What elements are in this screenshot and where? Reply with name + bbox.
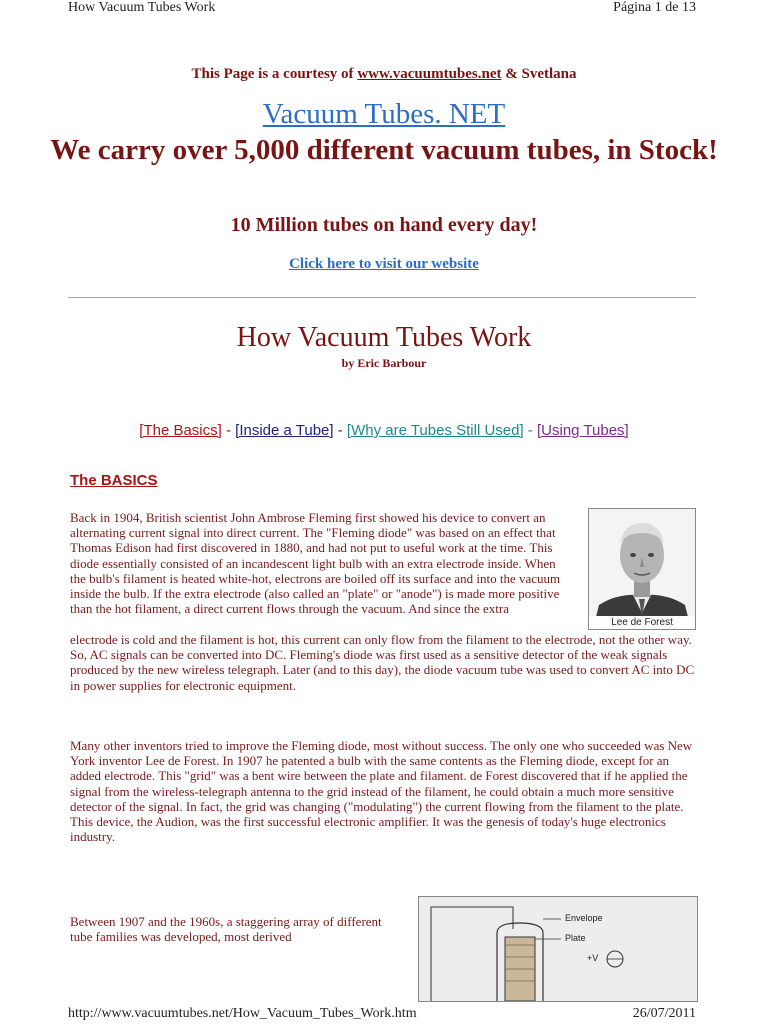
tube-diagram — [418, 896, 698, 1002]
portrait-image — [589, 509, 695, 629]
paragraph-de-forest: Many other inventors tried to improve the Fleming diode, most without success. The only one who succeeded was New York inventor Lee de Forest. In 1907 he patented a bulb with the same contents as the Fleming diode, except for an added electrode. This "grid" was a bent wire between the plate and filament. de Forest discovered that if he applied the signal from the wireless-telegraph antenna to the grid instead of the filament, he could obtain a much more sensitive detector of the signal. In fact, the grid was changing ("modulating") the current flowing from the filament to the plate. This device, the Audion, was the first successful electronic amplifier. It was the genesis of today's huge electronics industry. — [70, 738, 693, 845]
courtesy-prefix: This Page is a courtesy of — [191, 66, 358, 82]
nav-separator: - — [523, 422, 537, 439]
footer-date: 26/07/2011 — [632, 1006, 696, 1021]
nav-separator: - — [221, 422, 236, 439]
tube-diagram-drawing — [419, 897, 697, 1001]
paragraph-fleming-part2: electrode is cold and the filament is hot, this current can only flow from the filament to the electrode, not the other way. So, AC signals can be converted into DC. Fleming's diode was first used as a sensitive detector of the weak signals produced by the new wireless telegraph. Later (and to this day), the diode vacuum tube was used to convert AC into DC in power supplies for electronic equipment. — [70, 632, 695, 693]
courtesy-line — [0, 66, 768, 83]
diagram-label-envelope: Envelope — [565, 913, 603, 923]
visit-website-row — [0, 256, 768, 273]
courtesy-suffix: & Svetlana — [501, 66, 577, 82]
carry-headline: We carry over 5,000 different vacuum tubes, in Stock! — [50, 134, 718, 166]
nav-using-tubes[interactable]: [Using Tubes] — [536, 422, 629, 439]
visit-website-link[interactable]: Click here to visit our website — [289, 256, 479, 272]
site-title-link[interactable]: Vacuum Tubes. NET — [262, 98, 506, 130]
document-header-title: How Vacuum Tubes Work — [68, 0, 216, 15]
section-nav — [0, 422, 768, 439]
footer-url: http://www.vacuumtubes.net/How_Vacuum_Tubes_Work.htm — [68, 1006, 417, 1021]
nav-why-tubes-still-used[interactable]: [Why are Tubes Still Used] — [346, 422, 524, 439]
horizontal-rule — [68, 297, 696, 298]
article-byline: by Eric Barbour — [341, 356, 427, 370]
article-title: How Vacuum Tubes Work — [236, 322, 532, 353]
paragraph-fleming-part1: Back in 1904, British scientist John Ambrose Fleming first showed his device to convert an alternating current signal into direct current. The "Fleming diode" was based on an effect that Thomas Edison had first discovered in 1880, and had not put to useful work at the time. This diode essentially consisted of an incandescent light bulb with an extra electrode inside. When the bulb's filament is heated white-hot, electrons are boiled off its surface and into the vacuum inside the bulb. If the extra electrode (also called an "plate" or "anode") is made more positive than the hot filament, a direct current flows through the vacuum. And since the extra — [70, 510, 561, 617]
paragraph-tube-families: Between 1907 and the 1960s, a staggering array of different tube families was developed, most derived — [70, 914, 382, 945]
site-title — [0, 98, 768, 131]
nav-inside-a-tube[interactable]: [Inside a Tube] — [235, 422, 334, 439]
diagram-label-plate: Plate — [565, 933, 586, 943]
lee-de-forest-photo — [588, 508, 696, 630]
page-number: Página 1 de 13 — [613, 0, 696, 15]
vacuumtubes-link[interactable]: www.vacuumtubes.net — [357, 66, 502, 82]
section-heading-basics: The BASICS — [70, 472, 158, 489]
nav-separator: - — [333, 422, 347, 439]
diagram-label-voltage: +V — [587, 953, 599, 963]
million-tagline: 10 Million tubes on hand every day! — [230, 214, 538, 236]
photo-caption: Lee de Forest — [589, 616, 695, 629]
nav-the-basics[interactable]: [The Basics] — [139, 422, 222, 439]
